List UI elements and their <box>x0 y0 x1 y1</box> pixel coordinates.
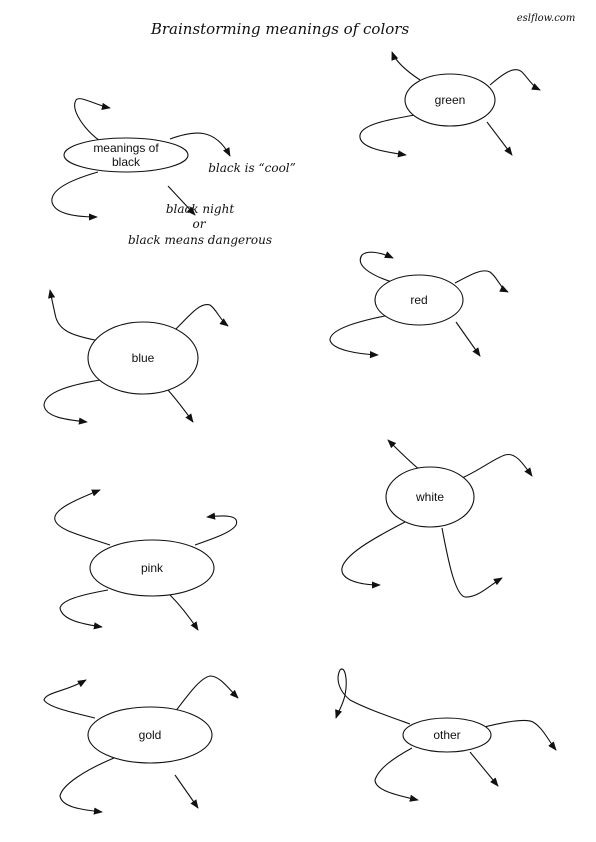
node-white-label: white <box>415 490 445 504</box>
node-green-label: green <box>434 93 466 107</box>
edge-arrow <box>462 454 532 478</box>
edge-arrow <box>55 490 110 545</box>
edge-arrow <box>175 676 238 712</box>
edge-arrow <box>456 322 480 356</box>
edge-arrow <box>360 115 415 155</box>
red-cluster <box>330 252 508 356</box>
page-title: Brainstorming meanings of colors <box>150 20 410 38</box>
other-cluster <box>336 669 556 800</box>
edge-arrow <box>175 305 228 330</box>
edge-arrow <box>442 528 502 597</box>
edge-arrow <box>44 380 100 422</box>
gold-cluster <box>44 676 238 812</box>
edge-arrow <box>44 680 95 718</box>
edge-arrow <box>195 516 237 545</box>
edge-arrow <box>75 99 110 141</box>
black-cluster <box>52 99 296 247</box>
edge-arrow <box>392 52 420 80</box>
green-cluster <box>360 52 540 155</box>
edge-arrow <box>455 271 508 292</box>
edge-arrow <box>470 752 498 786</box>
edge-arrow <box>50 290 95 340</box>
node-other-label: other <box>433 728 461 742</box>
annotation-black-cool: black is “cool” <box>208 161 296 175</box>
node-gold-label: gold <box>138 728 162 742</box>
node-blue-label: blue <box>131 351 155 365</box>
edge-arrow <box>388 440 420 470</box>
node-red-label: red <box>410 293 428 307</box>
pink-cluster <box>55 490 237 630</box>
edge-arrow <box>60 758 114 812</box>
annotation-or: or <box>192 217 206 231</box>
edge-arrow <box>175 775 198 808</box>
node-pink-label: pink <box>140 561 164 575</box>
edge-arrow <box>342 522 405 585</box>
white-cluster <box>342 440 532 597</box>
brand-label: eslflow.com <box>516 13 576 24</box>
annotation-black-night: black night <box>165 202 235 216</box>
edge-arrow <box>336 669 410 724</box>
edge-arrow <box>375 748 418 800</box>
annotation-black-dangerous: black means dangerous <box>127 233 273 247</box>
node-black-label-1: meanings of <box>93 141 159 155</box>
blue-cluster <box>44 290 228 422</box>
edge-arrow <box>490 70 540 90</box>
node-black-label-2: black <box>111 155 141 169</box>
edge-arrow <box>168 390 193 422</box>
edge-arrow <box>330 316 385 355</box>
edge-arrow <box>52 172 98 217</box>
edge-arrow <box>170 595 198 630</box>
edge-arrow <box>487 122 512 155</box>
edge-arrow <box>360 252 393 282</box>
edge-arrow <box>60 590 108 627</box>
